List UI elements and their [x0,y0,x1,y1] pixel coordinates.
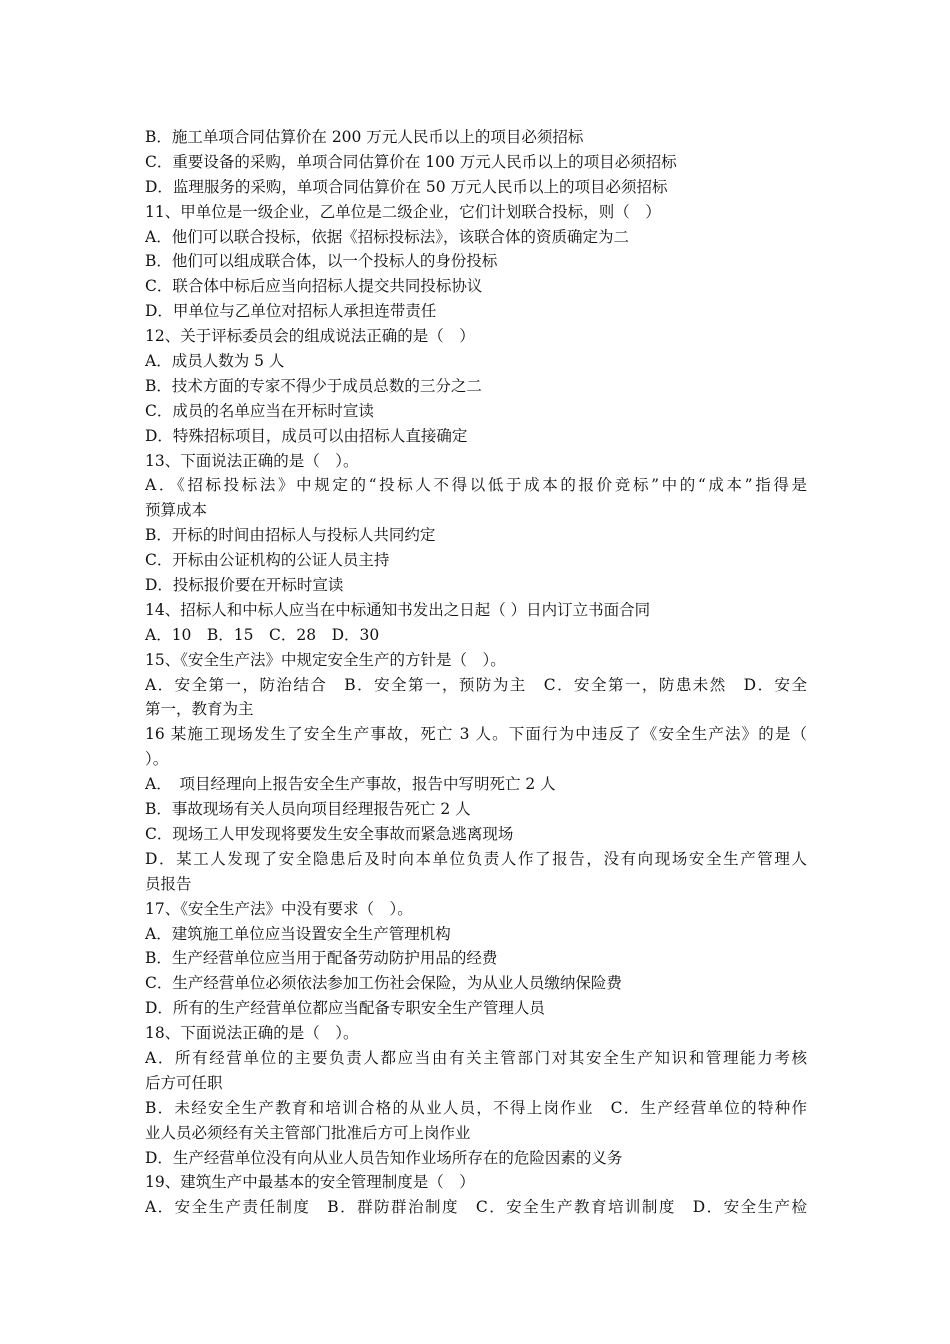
text-line: 17、《安全生产法》中没有要求（ ）。 [145,899,413,918]
text-line: C．开标由公证机构的公证人员主持 [145,551,390,570]
text-line: 预算成本 [145,501,208,520]
text-line: D．投标报价要在开标时宣读 [145,576,344,595]
text-line: 员报告 [145,874,192,893]
text-line: ）。 [145,750,169,769]
text-line: 12、关于评标委员会的组成说法正确的是（ ） [145,327,475,346]
text-line: D．特殊招标项目，成员可以由招标人直接确定 [145,426,468,445]
text-line: C．重要设备的采购，单项合同估算价在 100 万元人民币以上的项目必须招标 [145,152,677,171]
text-line: B．施工单项合同估算价在 200 万元人民币以上的项目必须招标 [145,128,584,146]
text-line: A．所有经营单位的主要负责人都应当由有关主管部门对其安全生产知识和管理能力考核 [145,1048,807,1067]
text-line: A．成员人数为 5 人 [145,352,285,371]
document-page [145,125,807,1220]
text-line: D．甲单位与乙单位对招标人承担连带责任 [145,302,437,321]
text-line: B．技术方面的专家不得少于成员总数的三分之二 [145,376,482,395]
text-line: 13、下面说法正确的是（ ）。 [145,451,359,470]
text-line: C．联合体中标后应当向招标人提交共同投标协议 [145,277,483,296]
text-line: 19、建筑生产中最基本的安全管理制度是（ ） [145,1173,475,1192]
text-line: D．某工人发现了安全隐患后及时向本单位负责人作了报告，没有向现场安全生产管理人 [145,849,807,868]
text-line: A．他们可以联合投标，依据《招标投标法》，该联合体的资质确定为二 [145,227,629,246]
text-line: 第一，教育为主 [145,700,254,719]
text-line: D．监理服务的采购，单项合同估算价在 50 万元人民币以上的项目必须招标 [145,177,668,196]
text-line: 16 某施工现场发生了安全生产事故，死亡 3 人。下面行为中违反了《安全生产法》的是（ [145,725,807,744]
text-line: C．生产经营单位必须依法参加工伤社会保险，为从业人员缴纳保险费 [145,974,622,993]
text-line: 18、下面说法正确的是（ ）。 [145,1024,359,1043]
text-line: B．他们可以组成联合体，以一个投标人的身份投标 [145,252,498,271]
text-line: B．开标的时间由招标人与投标人共同约定 [145,526,436,545]
text-line: B．生产经营单位应当用于配备劳动防护用品的经费 [145,949,498,968]
text-line: A．安全生产责任制度 B．群防群治制度 C．安全生产教育培训制度 D．安全生产检 [145,1198,807,1217]
text-line: A．《招标投标法》中规定的“投标人不得以低于成本的报价竞标”中的“成本”指得是 [145,476,807,495]
text-line: 后方可任职 [145,1073,223,1092]
text-line: A．安全第一，防治结合 B．安全第一，预防为主 C．安全第一，防患未然 D．安全 [145,675,807,694]
text-line: A．10 B．15 C．28 D．30 [145,625,380,644]
text-line: 15、《安全生产法》中规定安全生产的方针是（ ）。 [145,650,506,669]
text-line: B．未经安全生产教育和培训合格的从业人员，不得上岗作业 C．生产经营单位的特种作 [145,1098,807,1117]
text-line: 11、甲单位是一级企业，乙单位是二级企业，它们计划联合投标，则（ ） [145,202,661,221]
text-line: D．所有的生产经营单位都应当配备专职安全生产管理人员 [145,999,545,1018]
text-line: 业人员必须经有关主管部门批准后方可上岗作业 [145,1123,471,1142]
text-line: C．成员的名单应当在开标时宣读 [145,401,374,420]
text-line: C．现场工人甲发现将要发生安全事故而紧急逃离现场 [145,824,514,843]
text-line: 14、招标人和中标人应当在中标通知书发出之日起（ ）日内订立书面合同 [145,600,651,619]
text-line: D．生产经营单位没有向从业人员告知作业场所存在的危险因素的义务 [145,1148,623,1167]
text-line: B．事故现场有关人员向项目经理报告死亡 2 人 [145,800,471,819]
text-line: A．建筑施工单位应当设置安全生产管理机构 [145,924,451,943]
text-line: A． 项目经理向上报告安全生产事故，报告中写明死亡 2 人 [145,775,556,794]
